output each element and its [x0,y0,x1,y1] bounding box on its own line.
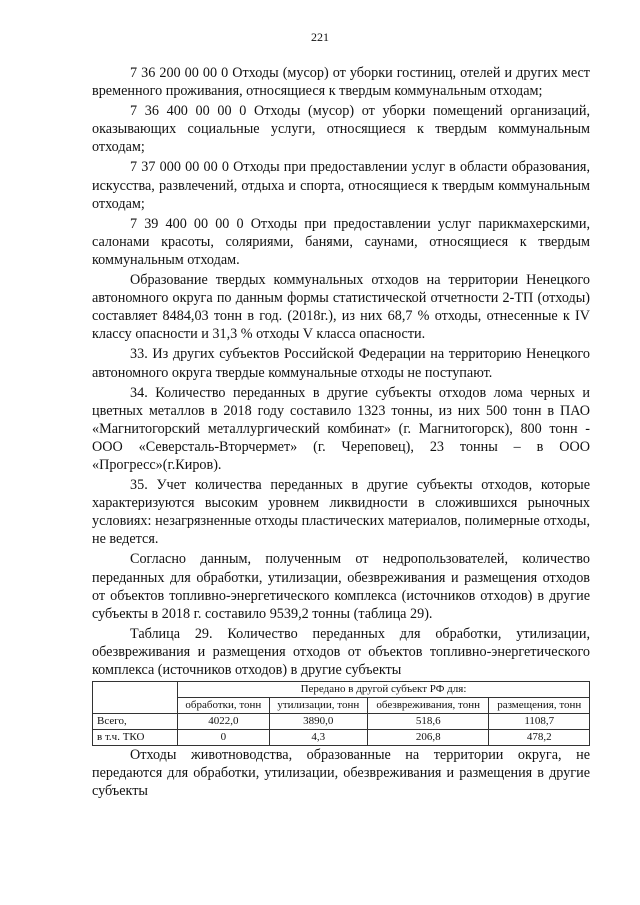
table-row [93,714,590,730]
page-content [92,64,590,802]
paragraph-waste-code-hotels: 7 36 200 00 00 0 Отходы (мусор) от уборки гостиниц, отелей и других мест временного проживания, относящиеся к твердым коммунальным отходам; [92,65,590,100]
table-cell: 4022,0 [178,714,270,730]
column-header: обработки, тонн [178,698,270,714]
table-corner-cell [93,682,178,714]
table-cell: 1108,7 [489,714,590,730]
paragraph-waste-code-education: 7 37 000 00 00 0 Отходы при предоставлении услуг в области образования, искусства, развлечений, отдыха и спорта, относящиеся к твердым коммунальным отходам; [92,159,590,212]
table-29 [92,681,590,746]
table-cell: 3890,0 [269,714,367,730]
paragraph-item-35: 35. Учет количества переданных в другие субъекты отходов, которые характеризуются высоким уровнем ликвидности в сложившихся рыночных условиях: незагрязненные отходы пластических материалов, полимерные отходы, не ведется. [92,477,590,548]
paragraph-livestock-waste: Отходы животноводства, образованные на территории округа, не передаются для обработки, утилизации, обезвреживания и размещения в другие субъекты [92,747,590,800]
column-header: размещения, тонн [489,698,590,714]
paragraph-waste-code-salons: 7 39 400 00 00 0 Отходы при предоставлении услуг парикмахерскими, салонами красоты, соляриями, банями, саунами, относящиеся к твердым коммунальным отходам. [92,215,590,268]
table-cell: 518,6 [367,714,489,730]
paragraph-waste-generation: Образование твердых коммунальных отходов на территории Ненецкого автономного округа по данным формы статистической отчетности 2-ТП (отходы) составляет 8484,03 тонн в год. (2018г.), из них 68,7 % отходы, отнесенные к IV классу опасности и 31,3 % отходы V класса опасности. [92,272,590,343]
table-cell: 0 [178,730,270,746]
row-label: в т.ч. ТКО [93,730,178,746]
table-group-header: Передано в другой субъект РФ для: [178,682,590,698]
column-header: утилизации, тонн [269,698,367,714]
column-header: обезвреживания, тонн [367,698,489,714]
table-cell: 478,2 [489,730,590,746]
paragraph-waste-code-social: 7 36 400 00 00 0 Отходы (мусор) от уборки помещений организаций, оказывающих социальные услуги, относящиеся к твердым коммунальным отходам; [92,103,590,156]
row-label: Всего, [93,714,178,730]
paragraph-subsoil-users: Согласно данным, полученным от недропользователей, количество переданных для обработки, утилизации, обезвреживания и размещения отходов от объектов топливно-энергетического комплекса (источников отходов) в другие субъекты в 2018 г. составило 9539,2 тонны (таблица 29). [92,551,590,622]
table-group-header-row [93,682,590,698]
paragraph-item-34: 34. Количество переданных в другие субъекты отходов лома черных и цветных металлов в 2018 году составило 1323 тонны, из них 500 тонн в ПАО «Магнитогорский металлургический комбинат» (г. Магнитогорск), 800 тонн - ООО «Северсталь-Вторчермет» (г. Череповец), 23 тонны – в ООО «Прогресс»(г.Киров). [92,384,590,473]
paragraph-item-33: 33. Из других субъектов Российской Федерации на территорию Ненецкого автономного округа твердые коммунальные отходы не поступают. [92,346,590,381]
table-row [93,730,590,746]
table-cell: 206,8 [367,730,489,746]
table-cell: 4,3 [269,730,367,746]
page-number: 221 [311,30,329,44]
table-caption: Таблица 29. Количество переданных для обработки, утилизации, обезвреживания и размещения отходов от объектов топливно-энергетического комплекса (источников отходов) в другие субъекты [92,625,590,678]
